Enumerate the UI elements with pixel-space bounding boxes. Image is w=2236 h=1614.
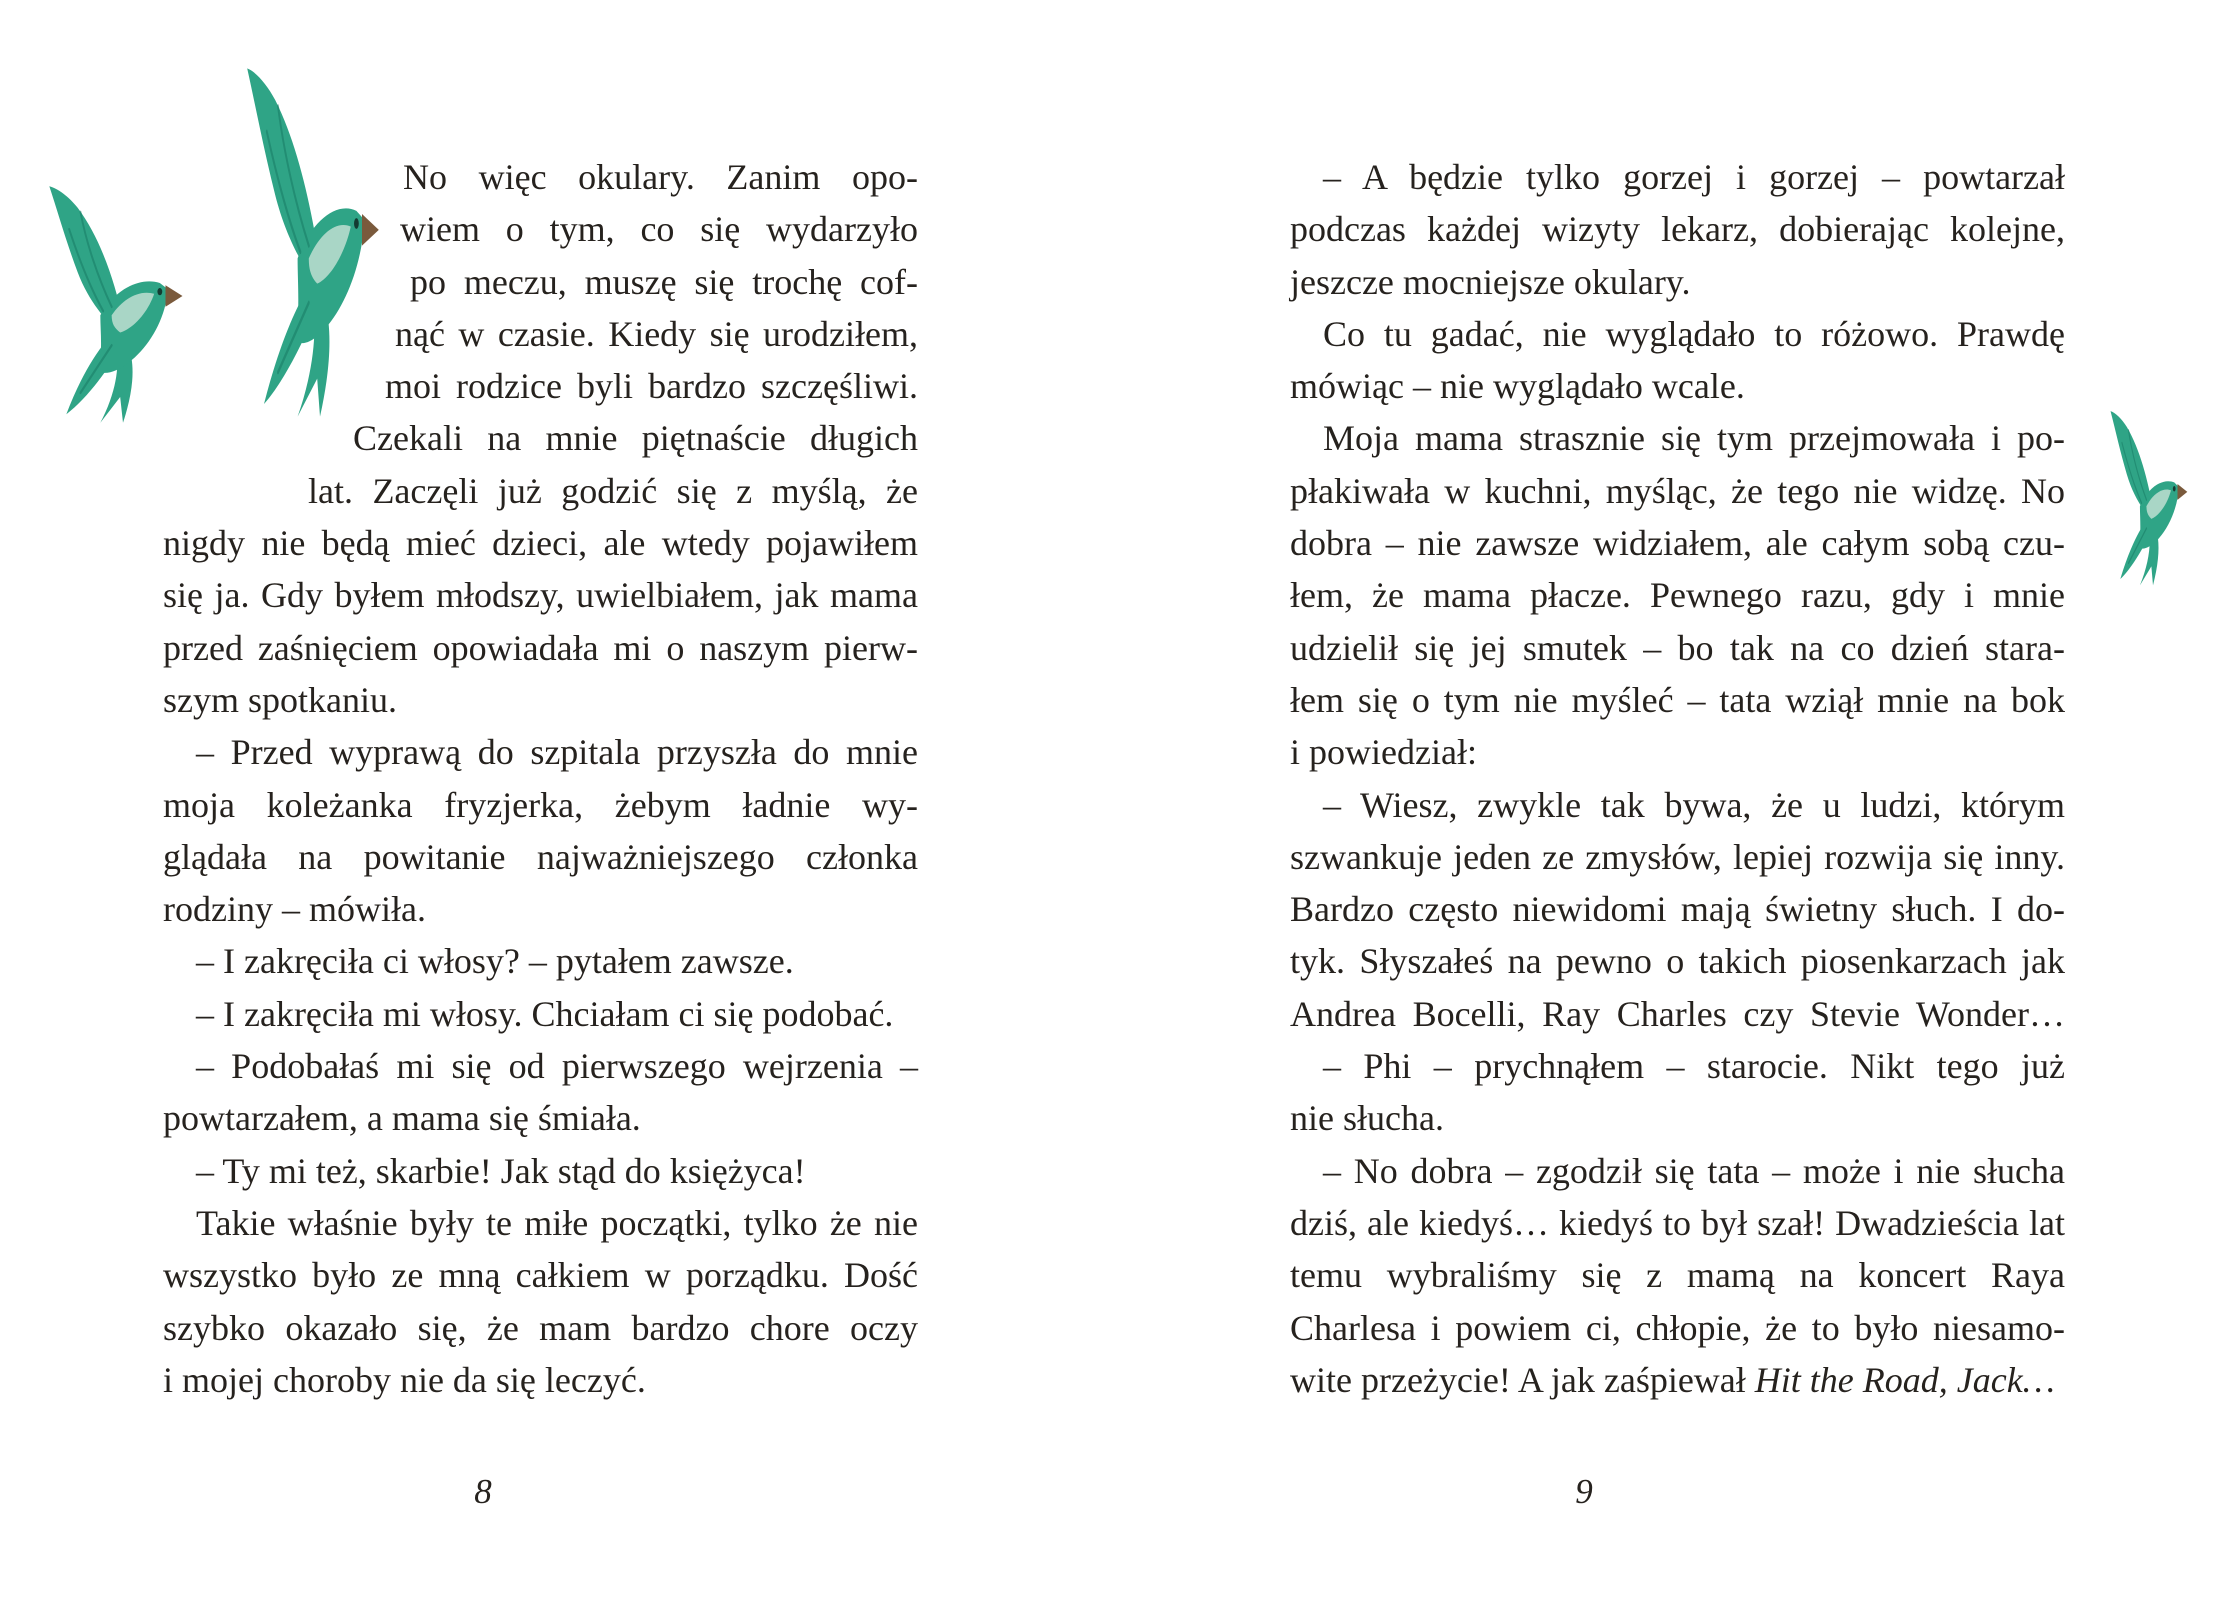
text-line: tyk. Słyszałeś na pewno o takich piosenkarzach jak [1290,941,2065,982]
text-line [1290,1354,2065,1406]
text-line: wszystko było ze mną całkiem w porządku. Dość [163,1255,918,1296]
text-line: szwankuje jeden ze zmysłów, lepiej rozwija się inny. [1290,836,2065,877]
text-line: lat. Zaczęli już godzić się z myślą, że [308,470,918,511]
bird-eye [2173,486,2176,491]
song-title-italic: Hit the Road, Jack… [1754,1359,2055,1400]
text-line: – I zakręciła mi włosy. Chciałam ci się podobać. [196,993,894,1034]
page-number-left: 8 [474,1472,492,1511]
text-line: moja koleżanka fryzjerka, żebym ładnie wy- [163,784,918,825]
bird-beak [2178,484,2188,500]
text-line: Andrea Bocelli, Ray Charles czy Stevie Wonder… [1290,993,2065,1034]
text-line: rodziny – mówiła. [163,889,426,930]
text-line: Moja mama strasznie się tym przejmowała i po- [1323,418,2065,459]
text-line: – Przed wyprawą do szpitala przyszła do mnie [196,732,918,773]
text-line: – A będzie tylko gorzej i gorzej – powtarzał [1323,157,2065,197]
text-line: Co tu gadać, nie wyglądało to różowo. Prawdę [1323,313,2065,354]
text-line: powtarzałem, a mama się śmiała. [163,1098,641,1139]
text-line: jeszcze mocniejsze okulary. [1290,261,1691,302]
text-line: szym spotkaniu. [163,679,397,720]
text-line: Takie właśnie były te miłe początki, tylko że nie [196,1202,918,1243]
text-line: łem, że mama płacze. Pewnego razu, gdy i mnie [1290,575,2065,616]
text-line: po meczu, muszę się trochę cof- [410,261,918,302]
text-line: – Wiesz, zwykle tak bywa, że u ludzi, którym [1323,784,2065,825]
text-line: udzielił się jej smutek – bo tak na co dzień stara- [1290,627,2065,668]
text-line: – No dobra – zgodził się tata – może i nie słucha [1323,1150,2065,1191]
text-line: glądała na powitanie najważniejszego członka [163,836,918,877]
right-page-text-column [1290,151,2065,1406]
text-line: – I zakręciła ci włosy? – pytałem zawsze. [196,941,794,982]
bird-eye [157,288,162,295]
text-line-regular: wite przeżycie! A jak zaśpiewał [1290,1359,1755,1400]
text-line: dobra – nie zawsze widziałem, ale całym sobą czu- [1290,523,2065,564]
text-line: nigdy nie będą mieć dzieci, ale wtedy pojawiłem [163,523,918,564]
text-line: szybko okazało się, że mam bardzo chore oczy [163,1307,918,1348]
text-line: podczas każdej wizyty lekarz, dobierając kolejne, [1290,209,2065,250]
text-line: i powiedział: [1290,732,1477,773]
text-line: Bardzo często niewidomi mają świetny słuch. I do- [1290,889,2065,930]
text-line: przed zaśnięciem opowiadała mi o naszym pierw- [163,627,918,668]
text-line: Charlesa i powiem ci, chłopie, że to było niesamo- [1290,1307,2065,1348]
flying-bird-icon [2104,408,2202,598]
text-line: mówiąc – nie wyglądało wcale. [1290,366,1745,407]
text-line: nie słucha. [1290,1098,1444,1139]
text-line: nąć w czasie. Kiedy się urodziłem, [395,313,918,354]
text-line: – Ty mi też, skarbie! Jak stąd do księżyca! [196,1150,806,1191]
text-line: temu wybraliśmy się z mamą na koncert Raya [1290,1255,2065,1296]
text-line: łem się o tym nie myśleć – tata wziął mnie na bok [1290,679,2065,720]
text-line: No więc okulary. Zanim opo- [403,157,918,197]
text-line: płakiwała w kuchni, myśląc, że tego nie widzę. No [1290,470,2065,511]
text-line: wiem o tym, co się wydarzyło [400,209,918,250]
text-line: się ja. Gdy byłem młodszy, uwielbiałem, jak mama [163,575,918,616]
text-line: – Phi – prychnąłem – starocie. Nikt tego już [1323,1046,2065,1087]
text-line: moi rodzice byli bardzo szczęśliwi. [385,366,918,407]
text-line: i mojej choroby nie da się leczyć. [163,1359,646,1400]
text-line: Czekali na mnie piętnaście długich [353,418,918,459]
text-line: – Podobałaś mi się od pierwszego wejrzenia – [196,1046,918,1087]
left-page-text-column [163,151,918,1406]
page-number-right: 9 [1575,1472,1593,1511]
text-line: dziś, ale kiedyś… kiedyś to był szał! Dwadzieścia lat [1290,1202,2065,1243]
